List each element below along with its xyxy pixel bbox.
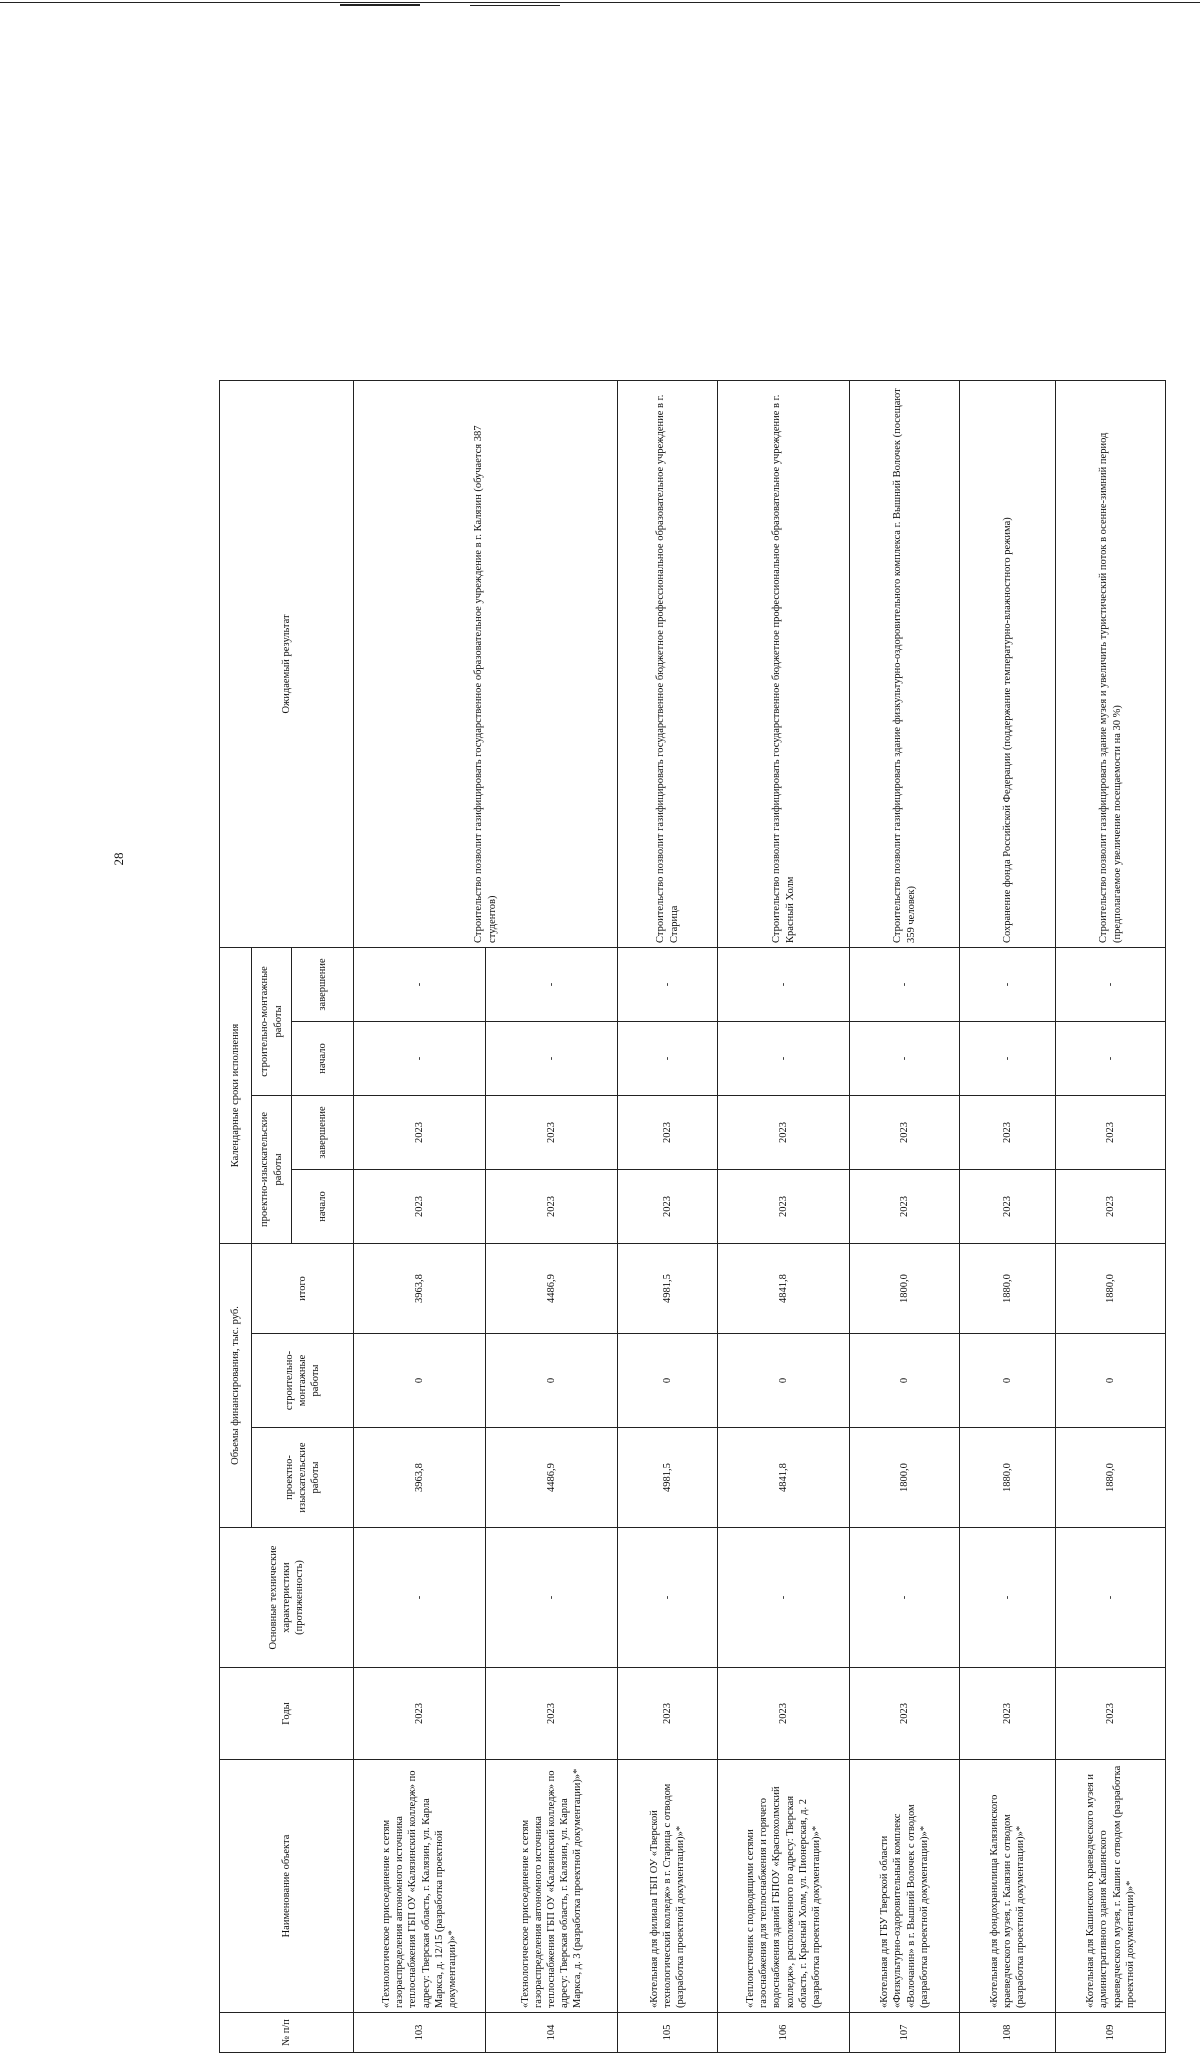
table-header <box>220 380 354 2052</box>
design-end-cell: 2023 <box>1056 1095 1166 1169</box>
fin-total-cell: 3963,8 <box>354 1243 486 1333</box>
header-num: № п/п <box>220 2013 354 2053</box>
row-number: 104 <box>486 2013 618 2053</box>
constr-end-cell: - <box>718 947 850 1021</box>
constr-end-cell: - <box>354 947 486 1021</box>
fin-construction-cell: 0 <box>486 1334 618 1428</box>
tech-cell: - <box>354 1528 486 1668</box>
result-cell: Строительство позволит газифицировать государственное бюджетное профессиональное образовательное учреждение в г. Красный Холм <box>718 380 850 947</box>
design-end-cell: 2023 <box>960 1095 1056 1169</box>
header-tech: Основные технические характеристики (протяженность) <box>220 1528 354 1668</box>
design-end-cell: 2023 <box>618 1095 718 1169</box>
row-number: 107 <box>850 2013 960 2053</box>
design-start-cell: 2023 <box>850 1169 960 1243</box>
fin-total-cell: 1800,0 <box>850 1243 960 1333</box>
constr-end-cell: - <box>486 947 618 1021</box>
page-number: 28 <box>111 852 126 866</box>
design-end-cell: 2023 <box>486 1095 618 1169</box>
fin-construction-cell: 0 <box>618 1334 718 1428</box>
fin-construction-cell: 0 <box>850 1334 960 1428</box>
tech-cell: - <box>850 1528 960 1668</box>
result-cell: Сохранение фонда Российской Федерации (поддержание температурно-влажностного режима) <box>960 380 1056 947</box>
years-cell: 2023 <box>354 1668 486 1760</box>
design-start-cell: 2023 <box>718 1169 850 1243</box>
fin-total-cell: 4981,5 <box>618 1243 718 1333</box>
header-name: Наименование объекта <box>220 1760 354 2013</box>
design-end-cell: 2023 <box>354 1095 486 1169</box>
scan-artifact-line <box>0 2 1200 3</box>
constr-start-cell: - <box>960 1021 1056 1095</box>
tech-cell: - <box>1056 1528 1166 1668</box>
design-start-cell: 2023 <box>960 1169 1056 1243</box>
fin-design-cell: 3963,8 <box>354 1428 486 1528</box>
table-row <box>354 380 486 2052</box>
constr-end-cell: - <box>1056 947 1166 1021</box>
header-years: Годы <box>220 1668 354 1760</box>
result-cell: Строительство позволит газифицировать государственное образовательное учреждение в г. Калязин (обучается 387 студентов) <box>354 380 618 947</box>
fin-design-cell: 4486,9 <box>486 1428 618 1528</box>
fin-design-cell: 4981,5 <box>618 1428 718 1528</box>
constr-start-cell: - <box>850 1021 960 1095</box>
constr-end-cell: - <box>618 947 718 1021</box>
years-cell: 2023 <box>960 1668 1056 1760</box>
object-name: «Теплоисточник с подводящими сетями газоснабжения для теплоснабжения и горячего водоснабжения зданий ГБПОУ «Краснохолмский колледж», расположенного по адресу: Тверская область, г. Красный Холм, ул. Пионерская, д. 2 (разработка проектной документации)»* <box>718 1760 850 2013</box>
table-row <box>960 380 1056 2052</box>
table-row <box>618 380 718 2052</box>
tech-cell: - <box>960 1528 1056 1668</box>
header-fin-construction: строительно-монтажные работы <box>252 1334 354 1428</box>
scan-artifact-line <box>470 5 560 6</box>
years-cell: 2023 <box>718 1668 850 1760</box>
result-cell: Строительство позволит газифицировать здание музея и увеличить туристический поток в осенне-зимний период (предполагаемое увеличение посещаемости на 30 %) <box>1056 380 1166 947</box>
table-row <box>850 380 960 2052</box>
header-sched-design: проектно-изыскательские работы <box>252 1095 292 1243</box>
design-end-cell: 2023 <box>850 1095 960 1169</box>
constr-end-cell: - <box>850 947 960 1021</box>
object-name: «Котельная для филиала ГБП ОУ «Тверской технологический колледж» в г. Старица с отводом (разработка проектной документации)»* <box>618 1760 718 2013</box>
design-start-cell: 2023 <box>486 1169 618 1243</box>
object-name: «Технологическое присоединение к сетям газораспределения автономного источника теплоснабжения ГБП ОУ «Калязинский колледж» по адресу: Тверская область, г. Калязин, ул. Карла Маркса, д. 12/15 (разработка проектной документации)»* <box>354 1760 486 2013</box>
constr-start-cell: - <box>718 1021 850 1095</box>
fin-design-cell: 1800,0 <box>850 1428 960 1528</box>
header-design-start: начало <box>292 1169 354 1243</box>
table-row <box>718 380 850 2052</box>
row-number: 109 <box>1056 2013 1166 2053</box>
tech-cell: - <box>718 1528 850 1668</box>
header-design-end: завершение <box>292 1095 354 1169</box>
fin-design-cell: 1880,0 <box>960 1428 1056 1528</box>
fin-total-cell: 1880,0 <box>1056 1243 1166 1333</box>
fin-total-cell: 4841,8 <box>718 1243 850 1333</box>
constr-start-cell: - <box>618 1021 718 1095</box>
header-financing: Объемы финансирования, тыс. руб. <box>220 1243 252 1527</box>
fin-construction-cell: 0 <box>1056 1334 1166 1428</box>
result-cell: Строительство позволит газифицировать здание физкультурно-оздоровительного комплекса г. Вышний Волочек (посещают 359 человек) <box>850 380 960 947</box>
header-result: Ожидаемый результат <box>220 380 354 947</box>
header-schedule: Календарные сроки исполнения <box>220 947 252 1243</box>
row-number: 105 <box>618 2013 718 2053</box>
constr-end-cell: - <box>960 947 1056 1021</box>
tech-cell: - <box>486 1528 618 1668</box>
fin-construction-cell: 0 <box>718 1334 850 1428</box>
fin-design-cell: 4841,8 <box>718 1428 850 1528</box>
object-name: «Технологическое присоединение к сетям газораспределения автономного источника теплоснабжения ГБП ОУ «Калязинский колледж» по адресу: Тверская область, г. Калязин, ул. Карла Маркса, д. 3 (разработка проектной документации)»* <box>486 1760 618 2013</box>
design-end-cell: 2023 <box>718 1095 850 1169</box>
fin-construction-cell: 0 <box>960 1334 1056 1428</box>
header-fin-design: проектно-изыскательские работы <box>252 1428 354 1528</box>
design-start-cell: 2023 <box>354 1169 486 1243</box>
header-sched-construction: строительно-монтажные работы <box>252 947 292 1095</box>
object-name: «Котельная для ГБУ Тверской области «Физкультурно-оздоровительный комплекс «Волочанин» в г. Вышний Волочек с отводом (разработка проектной документации)»* <box>850 1760 960 2013</box>
header-constr-start: начало <box>292 1021 354 1095</box>
rotated-table-container <box>219 388 1136 2053</box>
constr-start-cell: - <box>354 1021 486 1095</box>
row-number: 108 <box>960 2013 1056 2053</box>
object-name: «Котельная для Кашинского краеведческого музея и административного здания Кашинского краеведческого музея, г. Кашин с отводом (разработка проектной документации)»* <box>1056 1760 1166 2013</box>
years-cell: 2023 <box>618 1668 718 1760</box>
fin-total-cell: 1880,0 <box>960 1243 1056 1333</box>
fin-design-cell: 1880,0 <box>1056 1428 1166 1528</box>
row-number: 106 <box>718 2013 850 2053</box>
scan-artifact-line <box>340 4 420 6</box>
construction-objects-table <box>219 380 1166 2053</box>
years-cell: 2023 <box>1056 1668 1166 1760</box>
table-body <box>354 380 1166 2052</box>
fin-total-cell: 4486,9 <box>486 1243 618 1333</box>
fin-construction-cell: 0 <box>354 1334 486 1428</box>
design-start-cell: 2023 <box>618 1169 718 1243</box>
header-fin-total: итого <box>252 1243 354 1333</box>
years-cell: 2023 <box>850 1668 960 1760</box>
years-cell: 2023 <box>486 1668 618 1760</box>
object-name: «Котельная для фондохранилища Калязинского краеведческого музея, г. Калязин с отводом (разработка проектной документации)»* <box>960 1760 1056 2013</box>
tech-cell: - <box>618 1528 718 1668</box>
design-start-cell: 2023 <box>1056 1169 1166 1243</box>
header-constr-end: завершение <box>292 947 354 1021</box>
table-row <box>1056 380 1166 2052</box>
result-cell: Строительство позволит газифицировать государственное бюджетное профессиональное образовательное учреждение в г. Старица <box>618 380 718 947</box>
constr-start-cell: - <box>486 1021 618 1095</box>
constr-start-cell: - <box>1056 1021 1166 1095</box>
row-number: 103 <box>354 2013 486 2053</box>
